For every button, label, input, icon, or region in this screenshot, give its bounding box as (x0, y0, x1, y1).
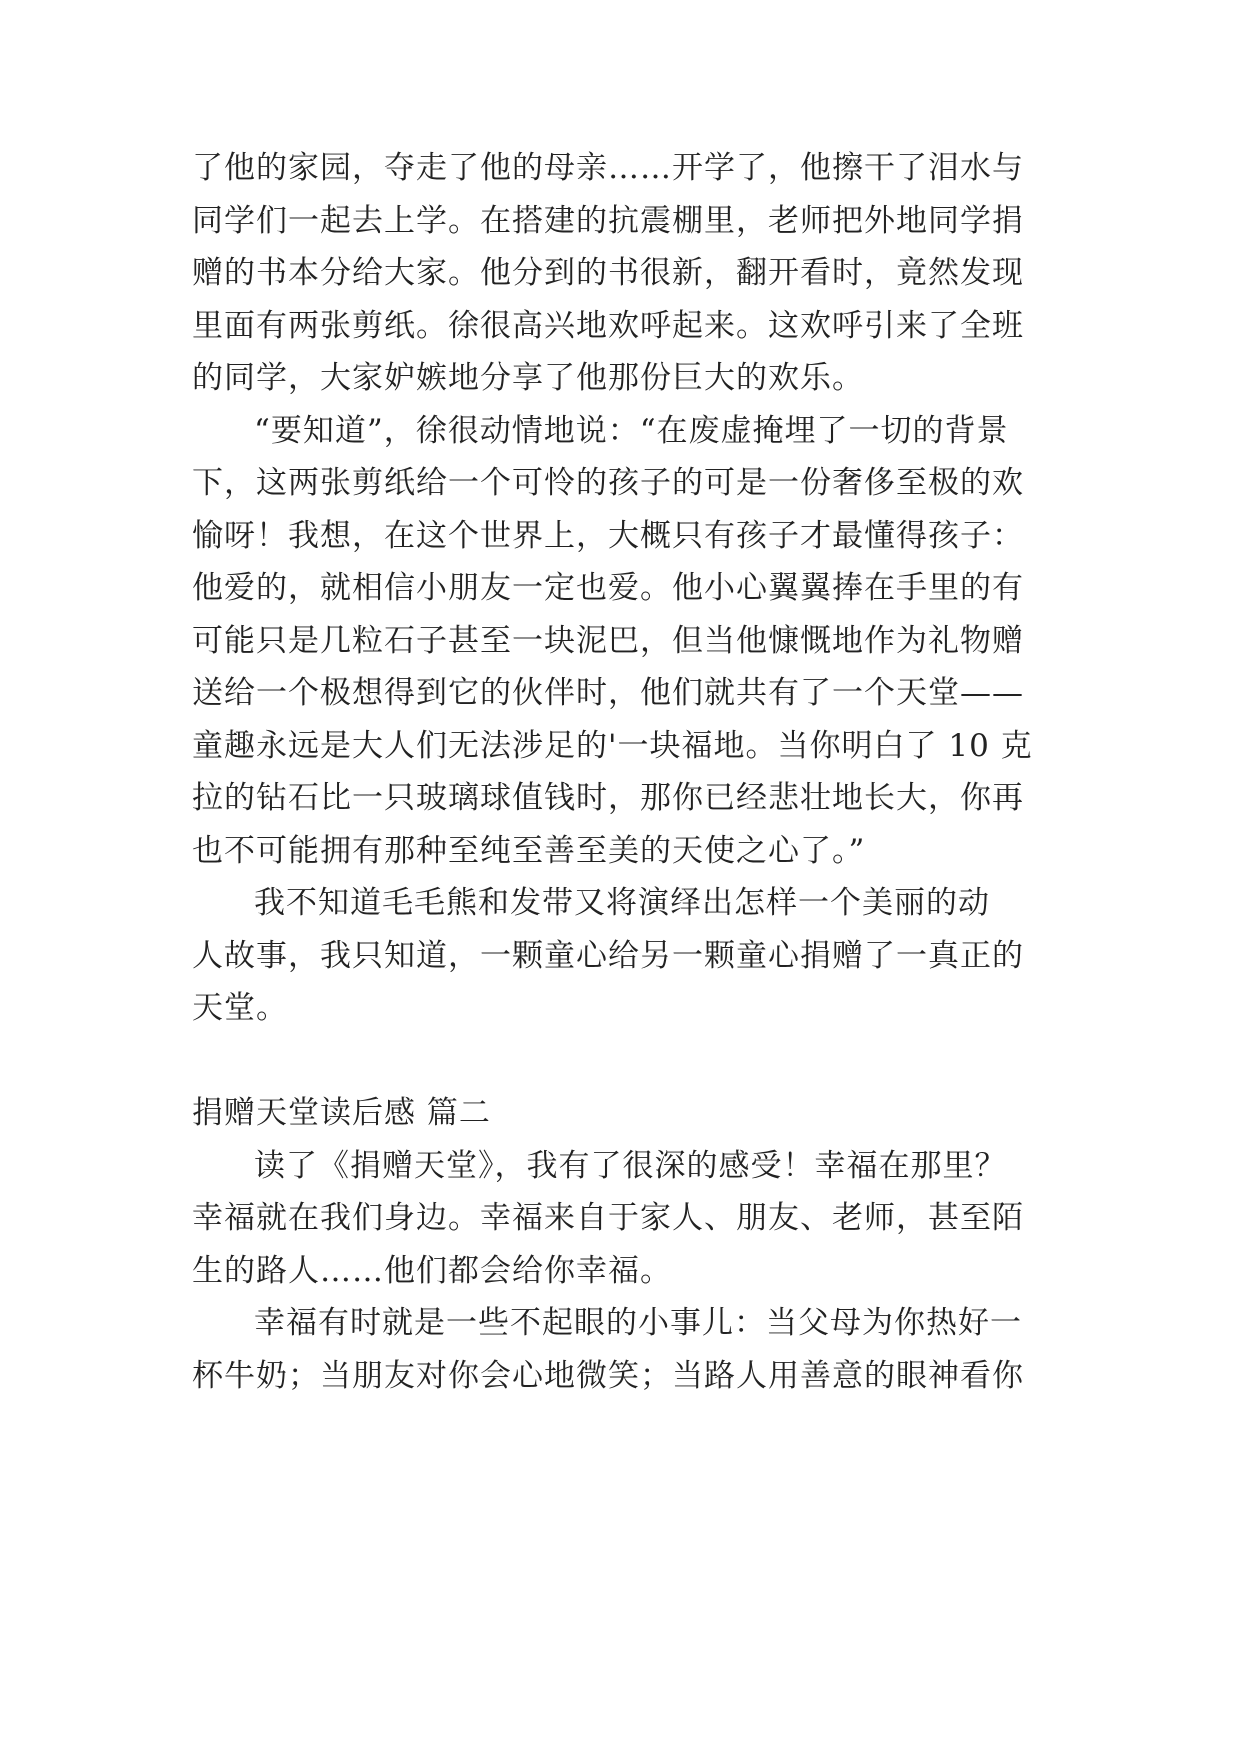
text-line: “要知道”，徐很动情地说：“在废虚掩埋了一切的背景 (254, 413, 1009, 449)
text-line: 杯牛奶；当朋友对你会心地微笑；当路人用善意的眼神看你 (192, 1358, 1024, 1394)
section-heading: 捐赠天堂读后感 篇二 (192, 1095, 491, 1131)
text-line: 拉的钻石比一只玻璃球值钱时，那你已经悲壮地长大，你再 (192, 780, 1024, 816)
text-line: 幸福有时就是一些不起眼的小事儿：当父母为你热好一 (254, 1305, 1022, 1341)
text-line: 里面有两张剪纸。徐很高兴地欢呼起来。这欢呼引来了全班 (192, 308, 1024, 344)
text-line: 同学们一起去上学。在搭建的抗震棚里，老师把外地同学捐 (192, 203, 1024, 239)
text-line: 愉呀！我想，在这个世界上，大概只有孩子才最懂得孩子： (192, 518, 1024, 554)
text-line: 送给一个极想得到它的伙伴时，他们就共有了一个天堂—— (192, 675, 1024, 711)
text-line: 童趣永远是大人们无法涉足的'一块福地。当你明白了 10 克 (192, 728, 1033, 764)
text-line: 下，这两张剪纸给一个可怜的孩子的可是一份奢侈至极的欢 (192, 465, 1024, 501)
text-line: 可能只是几粒石子甚至一块泥巴，但当他慷慨地作为礼物赠 (192, 623, 1024, 659)
text-line: 赠的书本分给大家。他分到的书很新，翻开看时，竟然发现 (192, 255, 1024, 291)
text-line: 天堂。 (192, 990, 288, 1026)
text-line: 他爱的，就相信小朋友一定也爱。他小心翼翼捧在手里的有 (192, 570, 1024, 606)
text-line: 读了《捐赠天堂》，我有了很深的感受！幸福在那里？ (254, 1148, 1007, 1184)
text-line: 生的路人……他们都会给你幸福。 (192, 1253, 672, 1289)
text-line: 的同学，大家妒嫉地分享了他那份巨大的欢乐。 (192, 360, 864, 396)
text-line: 了他的家园，夺走了他的母亲……开学了，他擦干了泪水与 (192, 150, 1024, 186)
text-line: 也不可能拥有那种至纯至善至美的天使之心了。” (192, 833, 866, 869)
text-line: 人故事，我只知道，一颗童心给另一颗童心捐赠了一真正的 (192, 938, 1024, 974)
text-line: 我不知道毛毛熊和发带又将演绎出怎样一个美丽的动 (254, 885, 990, 921)
text-line: 幸福就在我们身边。幸福来自于家人、朋友、老师，甚至陌 (192, 1200, 1024, 1236)
